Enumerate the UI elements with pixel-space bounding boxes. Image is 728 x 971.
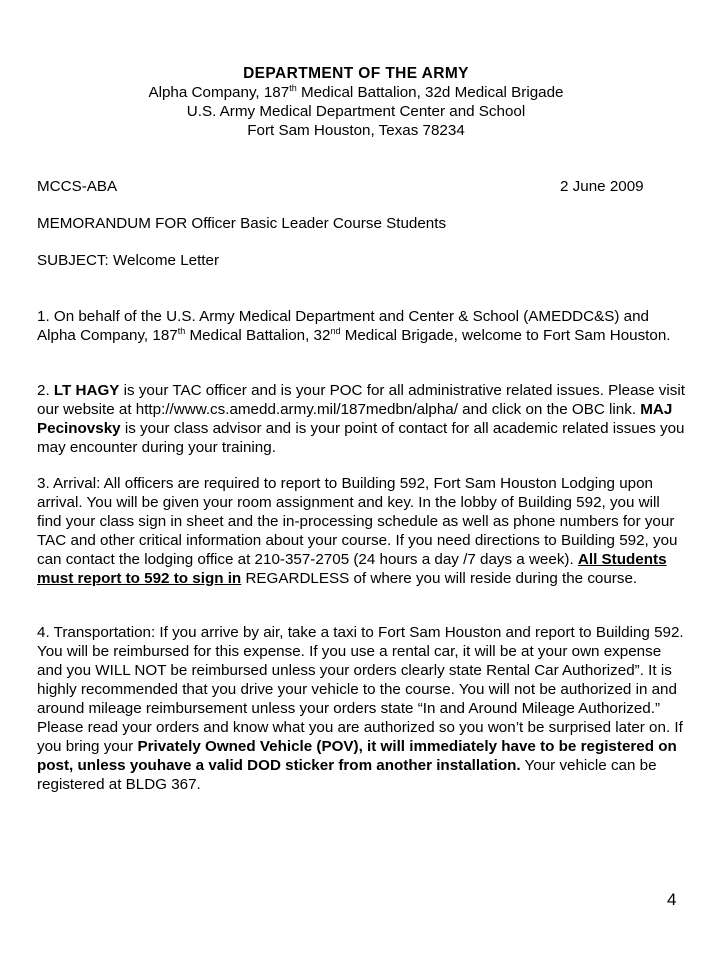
sign-in-requirement: All Students must report to 592 to sign in	[37, 551, 667, 587]
school-line: U.S. Army Medical Department Center and School	[186, 103, 526, 120]
unit-line: Alpha Company, 187th Medical Battalion, 32d Medical Brigade	[148, 83, 564, 101]
memorandum-for: MEMORANDUM FOR Officer Basic Leader Course Students	[37, 215, 447, 232]
tac-officer-name: LT HAGY	[53, 382, 120, 399]
page-number: 4	[667, 890, 677, 909]
paragraph-2: 2. LT HAGY is your TAC officer and is your POC for all administrative related issues. Please visit our website at http://www.cs.amedd.army.mil/187medbn/alpha/ and click on the OBC link. MAJ Pecinovsky is your class advisor and is your point of contact for all academic related issues you may encounter during your training.	[37, 382, 685, 456]
pov-registration-note: Privately Owned Vehicle (POV), it will immediately have to be registered on post, unless youhave a valid DOD sticker from another installation.	[37, 738, 677, 774]
memo-date: 2 June 2009	[560, 178, 644, 195]
location-line: Fort Sam Houston, Texas 78234	[247, 122, 465, 139]
subject-line: SUBJECT: Welcome Letter	[37, 252, 220, 269]
paragraph-3: 3. Arrival: All officers are required to report to Building 592, Fort Sam Houston Lodging upon arrival. You will be given your room assignment and key. In the lobby of Building 592, you will find your class sign in sheet and the in-processing schedule as well as phone numbers for your TAC and other critical information about your course. If you need directions to Building 592, you can contact the lodging office at 210-357-2705 (24 hours a day /7 days a week). All Students must report to 592 to sign in REGARDLESS of where you will reside during the course.	[37, 475, 678, 587]
letterhead	[0, 64, 712, 140]
class-advisor-name: MAJ Pecinovsky	[37, 401, 673, 437]
paragraph-4: 4. Transportation: If you arrive by air, take a taxi to Fort Sam Houston and report to Building 592. You will be reimbursed for this expense. If you use a rental car, it will be at your own expense and you WILL NOT be reimbursed unless your orders clearly state Rental Car Authorized”. It is highly recommended that you drive your vehicle to the course. You will not be authorized in and around mileage reimbursement unless your orders state “In and Around Mileage Authorized.” Please read your orders and know what you are authorized so you won’t be surprised later on. If you bring your Privately Owned Vehicle (POV), it will immediately have to be registered on post, unless youhave a valid DOD sticker from another installation. Your vehicle can be registered at BLDG 367.	[37, 624, 684, 793]
department-title: DEPARTMENT OF THE ARMY	[243, 65, 469, 82]
office-symbol: MCCS-ABA	[37, 178, 118, 195]
paragraph-1: 1. On behalf of the U.S. Army Medical Department and Center & School (AMEDDC&S) and Alpha Company, 187th Medical Battalion, 32nd Medical Brigade, welcome to Fort Sam Houston.	[37, 308, 671, 344]
